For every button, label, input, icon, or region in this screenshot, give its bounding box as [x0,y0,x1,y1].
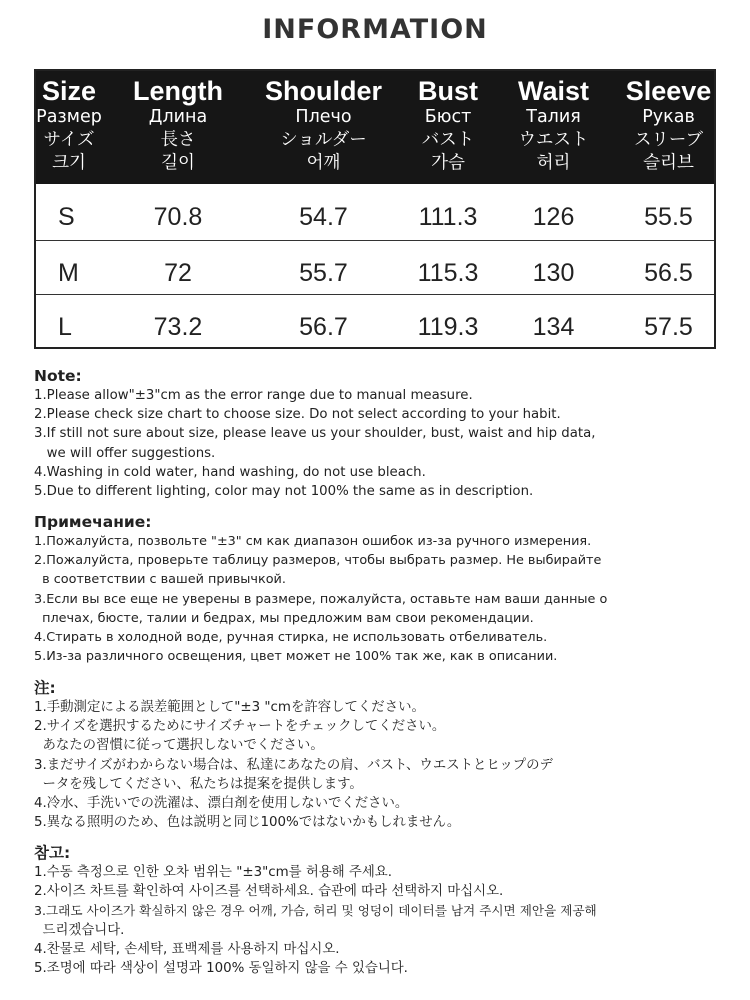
header-label-ja: サイズ [43,130,95,150]
note-line: 4.冷水、手洗いでの洗濯は、漂白剤を使用しないでください。 [34,796,409,812]
cell-waist: 130 [532,259,575,287]
notes-heading: 注: [34,679,56,697]
header-label-en: Bust [418,76,478,106]
header-waist [501,71,606,175]
header-label-ja: スリーブ [633,130,704,150]
note-line: 1.Please allow"±3"cm as the error range due to manual measure. [34,388,473,403]
header-label-ko: 가슴 [431,153,465,173]
note-line: 1.수동 측정으로 인한 오차 범위는 "±3"cm를 허용해 주세요. [34,865,392,880]
cell-length: 70.8 [153,203,203,231]
cell-bust: 115.3 [417,259,479,287]
note-line: 1.手動測定による誤差範囲として"±3 "cmを許容してください。 [34,700,425,715]
header-label-ko: 슬리브 [643,153,694,173]
note-line: we will offer suggestions. [34,445,216,461]
note-line: 2.サイズを選択するためにサイズチャートをチェックしてください。 [34,719,446,735]
header-label-ko: 크기 [52,153,86,173]
page-title: INFORMATION [262,14,488,45]
notes-japanese [34,678,734,832]
note-line: плечах, бюсте, талии и бедрах, мы предложим вам свои рекомендации. [34,610,534,626]
header-length [118,71,238,175]
header-label-en: Shoulder [264,76,382,106]
header-label-en: Waist [517,76,589,106]
header-label-ru: Длина [148,107,208,127]
note-line: в соответствии с вашей привычкой. [34,572,286,588]
header-label-ja: バスト [421,130,475,150]
note-line: 1.Пожалуйста, позвольте "±3" см как диапазон ошибок из-за ручного измерения. [34,534,592,549]
note-line: 4.Washing in cold water, hand washing, do not use bleach. [34,464,426,480]
header-label-ja: 長さ [160,130,196,150]
header-size [36,71,102,175]
note-line: 3.If still not sure about size, please leave us your shoulder, bust, waist and hip data, [34,426,596,442]
note-line: 2.Пожалуйста, проверьте таблицу размеров, чтобы выбрать размер. Не выбирайте [34,553,602,569]
note-line: ータを残してください、私たちは提案を提供します。 [34,776,363,792]
notes-heading: 참고: [34,844,71,862]
header-label-ru: Рукав [642,107,695,127]
cell-sleeve: 55.5 [644,203,693,231]
header-shoulder [241,71,406,175]
header-label-ru: Бюст [424,107,472,127]
header-label-ru: Талия [526,107,581,127]
note-line: 3.Если вы все еще не уверены в размере, пожалуйста, оставьте нам ваши данные о [34,591,608,607]
cell-size: L [58,313,72,341]
cell-bust: 111.3 [418,203,478,231]
table-row-s [36,184,714,239]
header-label-ru: Размер [36,107,102,127]
note-line: あなたの習慣に従って選択しないでください。 [34,738,324,754]
note-line: 2.Please check size chart to choose size. Do not select according to your habit. [34,407,561,423]
cell-length: 72 [164,259,192,287]
note-line: 4.찬물로 세탁, 손세탁, 표백제를 사용하지 마십시오. [34,941,340,957]
header-label-ko: 허리 [536,153,571,173]
header-sleeve [621,71,716,175]
notes-russian [34,512,734,666]
cell-size: M [58,259,79,287]
cell-waist: 134 [532,313,575,341]
header-label-ja: ウエスト [518,130,589,150]
table-row-m [36,240,714,295]
header-bust [398,71,498,175]
size-chart-table [34,69,716,349]
cell-shoulder: 54.7 [299,203,348,231]
note-line: 5.異なる照明のため、色は説明と同じ100%ではないかもしれません。 [34,815,461,831]
note-line: 3.그래도 사이즈가 확실하지 않은 경우 어깨, 가슴, 허리 및 엉덩이 데이터를 남겨 주시면 제안을 제공해 [34,903,597,919]
cell-size: S [58,203,75,231]
note-line: 2.사이즈 차트를 확인하여 사이즈를 선택하세요. 습관에 따라 선택하지 마십시오. [34,884,504,900]
note-line: 5.조명에 따라 색상이 설명과 100% 동일하지 않을 수 있습니다. [34,961,408,977]
table-header [36,71,714,184]
header-label-ru: Плечо [295,107,352,127]
cell-sleeve: 57.5 [644,313,693,341]
notes-english [34,366,734,501]
cell-shoulder: 56.7 [299,313,348,341]
notes-heading: Note: [34,367,82,385]
cell-sleeve: 56.5 [644,259,693,287]
header-label-en: Sleeve [625,76,712,106]
table-row-l [36,294,714,349]
note-line: 드리겠습니다. [34,922,125,938]
header-label-en: Size [41,76,97,106]
notes-heading: Примечание: [34,513,152,531]
note-line: 3.まだサイズがわからない場合は、私達にあなたの肩、バスト、ウエストとヒップのデ [34,757,553,773]
note-line: 5.Due to different lighting, color may not 100% the same as in description. [34,484,534,500]
header-label-ja: ショルダー [280,130,367,150]
cell-shoulder: 55.7 [299,259,348,287]
cell-waist: 126 [532,203,575,231]
header-label-ko: 어깨 [306,153,341,173]
header-label-en: Length [133,76,223,106]
notes-korean [34,843,734,978]
cell-bust: 119.3 [417,313,479,341]
note-line: 5.Из-за различного освещения, цвет может не 100% так же, как в описании. [34,649,558,665]
header-label-ko: 길이 [161,153,195,173]
cell-length: 73.2 [153,313,203,341]
note-line: 4.Стирать в холодной воде, ручная стирка, не использовать отбеливатель. [34,630,548,646]
